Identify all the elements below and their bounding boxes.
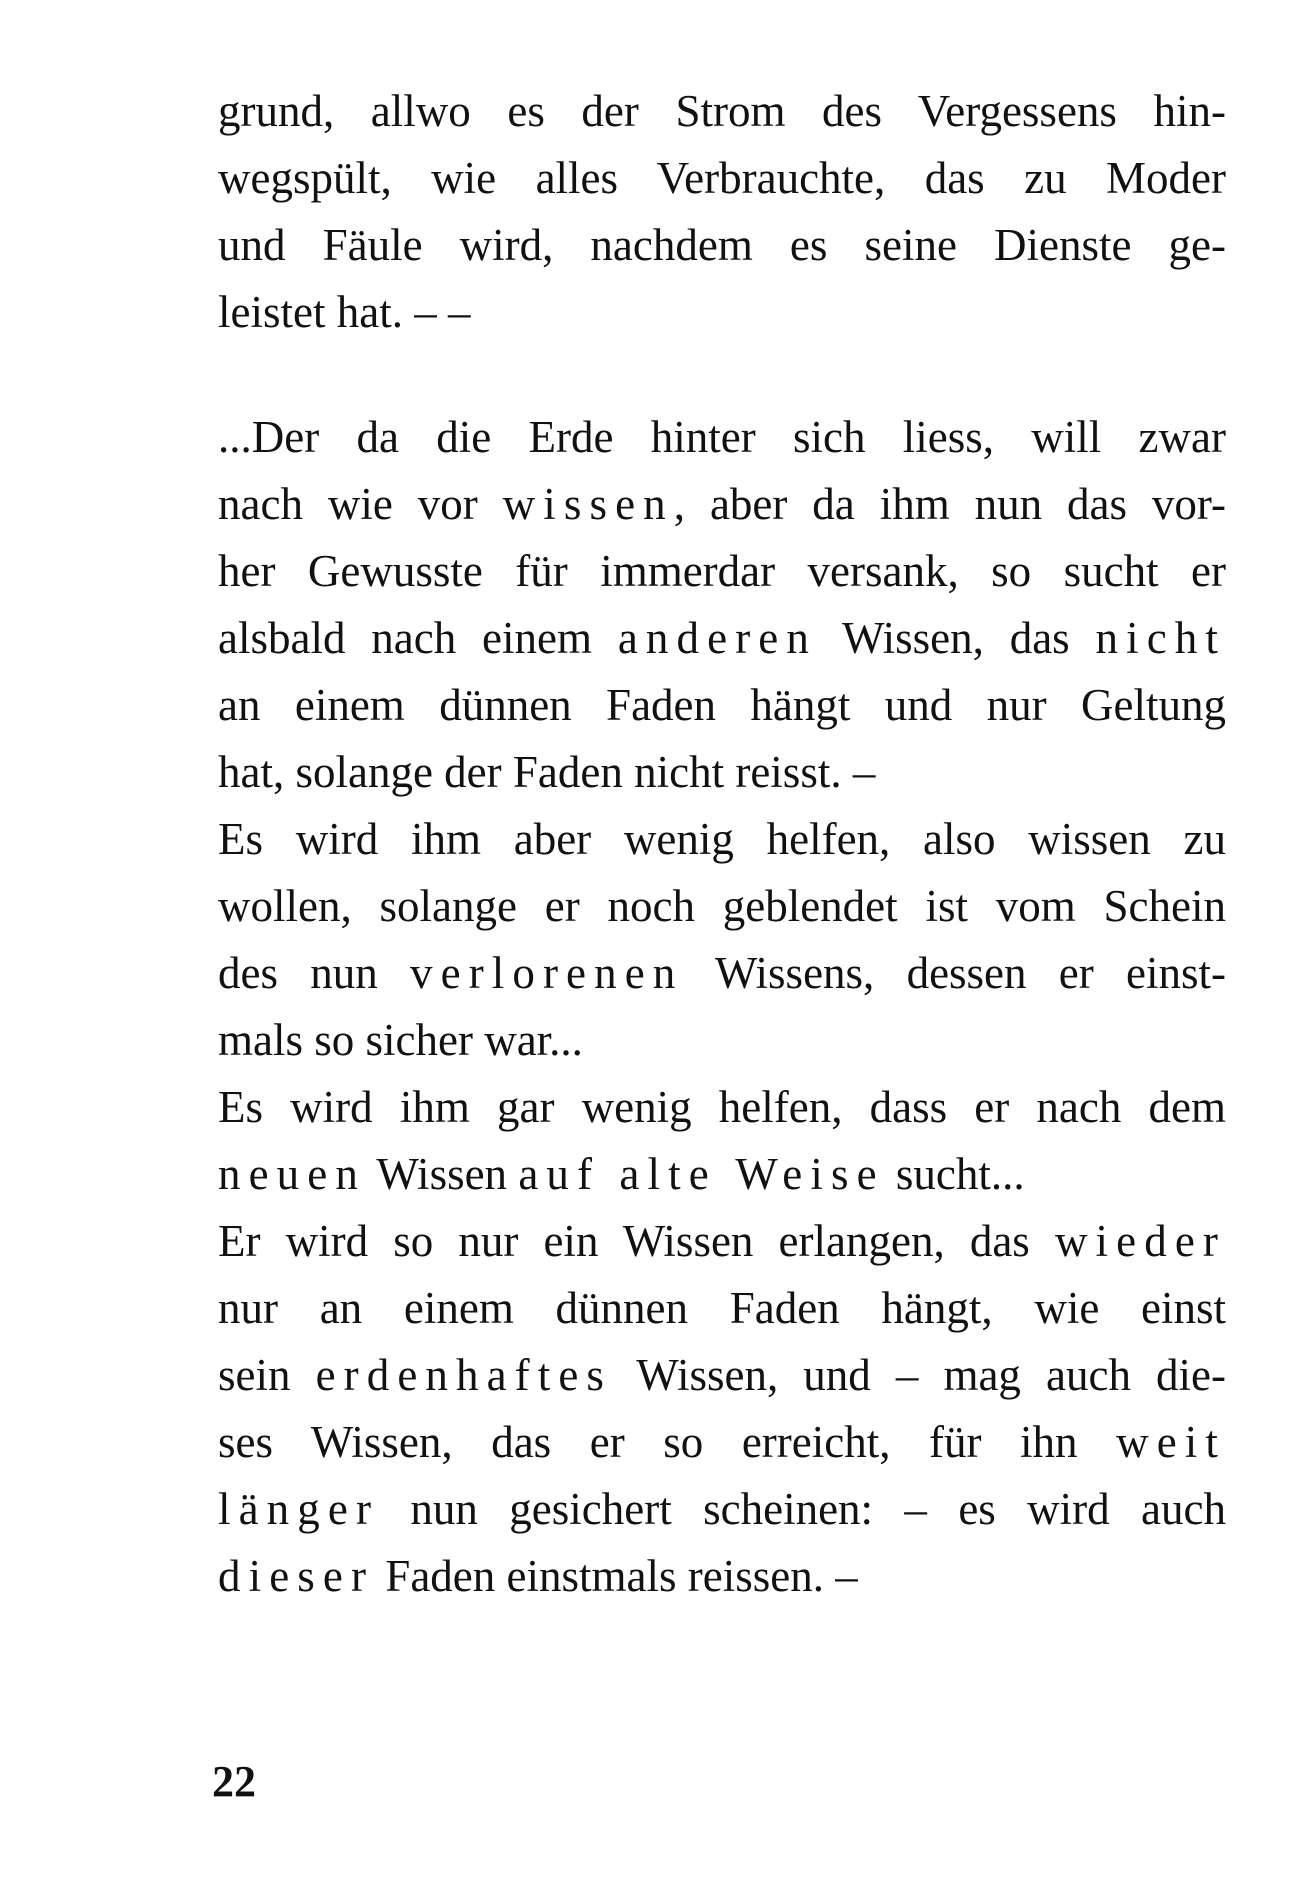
text-segment: Er wird so nur ein Wissen erlangen, das: [218, 1216, 1055, 1266]
text-line: nur an einem dünnen Faden hängt, wie einst: [218, 1283, 1226, 1333]
text-segment: Wissen: [365, 1149, 519, 1199]
text-segment: Faden einstmals reissen. –: [374, 1551, 858, 1601]
spaced-emphasis: weit: [1116, 1417, 1226, 1467]
text-line: [218, 1476, 1226, 1543]
text-segment: Wissen, und – mag auch die-: [612, 1350, 1226, 1400]
spaced-emphasis: dieser: [218, 1551, 375, 1601]
spaced-emphasis: wieder: [1054, 1216, 1226, 1266]
text-line: Es wird ihm gar wenig helfen, dass er nach dem: [218, 1082, 1226, 1132]
text-line: [218, 1342, 1226, 1409]
paragraph-2: [218, 404, 1226, 1610]
text-line: und Fäule wird, nachdem es seine Dienste ge-: [218, 220, 1226, 270]
spaced-emphasis: länger: [218, 1484, 380, 1534]
text-line: hat, solange der Faden nicht reisst. –: [218, 747, 876, 797]
text-line: [218, 605, 1226, 672]
text-segment: alsbald nach einem: [218, 613, 618, 663]
spaced-emphasis: erdenhaftes: [315, 1350, 613, 1400]
text-line: Es wird ihm aber wenig helfen, also wissen zu: [218, 814, 1226, 864]
text-line: mals so sicher war...: [218, 1015, 583, 1065]
text-segment: , aber da ihm nun das vor-: [673, 479, 1227, 529]
text-line: wollen, solange er noch geblendet ist vom Schein: [218, 881, 1226, 931]
text-line: [218, 1543, 1226, 1610]
text-segment: ses Wissen, das er so erreicht, für ihn: [218, 1417, 1117, 1467]
text-line: leistet hat. – –: [218, 287, 471, 337]
spaced-emphasis: verlorenen: [410, 948, 684, 998]
text-line: ...Der da die Erde hinter sich liess, will zwar: [218, 412, 1226, 462]
text-line: [218, 1409, 1226, 1476]
text-line: [218, 940, 1226, 1007]
text-line: grund, allwo es der Strom des Vergessens hin-: [218, 86, 1226, 136]
text-segment: sucht...: [884, 1149, 1025, 1199]
paragraph-1: [218, 78, 1226, 346]
text-line: an einem dünnen Faden hängt und nur Geltung: [218, 680, 1226, 730]
text-segment: Wissen, das: [816, 613, 1096, 663]
page-number: 22: [212, 1757, 256, 1806]
text-line: [218, 1208, 1226, 1275]
text-line: wegspült, wie alles Verbrauchte, das zu Moder: [218, 153, 1226, 203]
spaced-emphasis: anderen: [617, 613, 817, 663]
spaced-emphasis: neuen: [218, 1149, 366, 1199]
spaced-emphasis: auf alte Weise: [518, 1149, 885, 1199]
spaced-emphasis: nicht: [1095, 613, 1227, 663]
text-line: [218, 471, 1226, 538]
text-segment: sein: [218, 1350, 316, 1400]
text-line: her Gewusste für immerdar versank, so sucht er: [218, 546, 1226, 596]
text-segment: nun gesichert scheinen: – es wird auch: [379, 1484, 1226, 1534]
text-segment: Wissens, dessen er einst-: [683, 948, 1226, 998]
spaced-emphasis: wissen: [502, 479, 674, 529]
text-line: [218, 1141, 1226, 1208]
text-segment: des nun: [218, 948, 411, 998]
text-segment: nach wie vor: [218, 479, 503, 529]
